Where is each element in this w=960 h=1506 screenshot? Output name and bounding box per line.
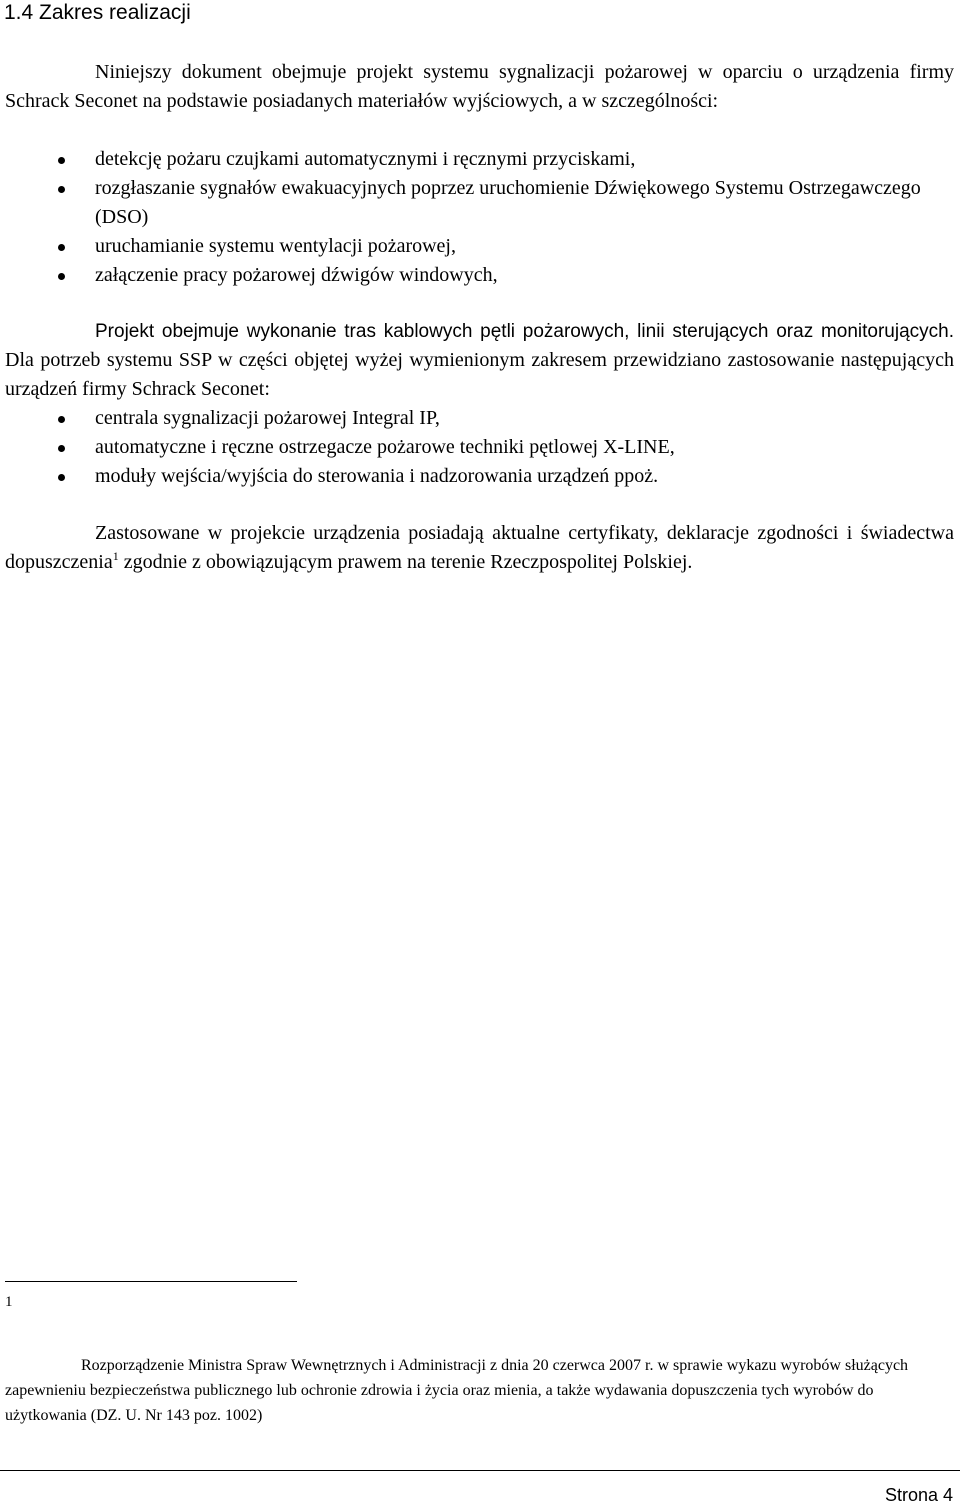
- bullet-icon: [58, 157, 65, 164]
- intro-text: Niniejszy dokument obejmuje projekt systemu sygnalizacji pożarowej w oparciu o urządzenia firmy Schrack Seconet na podstawie posiadanych materiałów wyjściowych, a w szczególności:: [5, 61, 954, 112]
- scope-list: [0, 145, 954, 290]
- list-item: [0, 261, 954, 290]
- footnote-reference[interactable]: 1: [112, 549, 119, 563]
- bullet-icon: [58, 273, 65, 280]
- list-item-text: rozgłaszanie sygnałów ewakuacyjnych poprzez uruchomienie Dźwiękowego Systemu Ostrzegawczego (DSO): [95, 177, 921, 228]
- bullet-icon: [58, 186, 65, 193]
- bullet-icon: [58, 416, 65, 423]
- list-item-text: moduły wejścia/wyjścia do sterowania i nadzorowania urządzeń ppoż.: [95, 465, 659, 487]
- project-text-serif: Dla potrzeb systemu SSP w części objętej wyżej wymienionym zakresem przewidziano zastosowanie następujących urządzeń firmy Schrack Seconet:: [5, 349, 954, 400]
- footnote-separator: [5, 1281, 297, 1282]
- list-item: [0, 462, 954, 491]
- section-heading: 1.4 Zakres realizacji: [4, 1, 191, 24]
- page-number: Strona 4: [884, 1485, 953, 1505]
- certification-text-before: Zastosowane w projekcie urządzenia posiadają aktualne certyfikaty, deklaracje zgodności i świadectwa dopuszczenia: [5, 522, 954, 573]
- bullet-icon: [58, 244, 65, 251]
- list-item: [0, 404, 954, 433]
- devices-list: [0, 404, 954, 491]
- footnote-number: 1: [5, 1294, 13, 1310]
- bullet-icon: [58, 445, 65, 452]
- list-item-text: detekcję pożaru czujkami automatycznymi i ręcznymi przyciskami,: [95, 148, 636, 170]
- certification-text-after: zgodnie z obowiązującym prawem na terenie Rzeczpospolitej Polskiej.: [123, 551, 693, 573]
- bullet-icon: [58, 474, 65, 481]
- list-item: [0, 145, 954, 174]
- list-item: [0, 433, 954, 462]
- footnote-text-block: [5, 1353, 955, 1428]
- list-item-text: uruchamianie systemu wentylacji pożarowej,: [95, 235, 456, 257]
- list-item: [0, 174, 954, 232]
- project-paragraph: [5, 317, 954, 404]
- project-text-sans: Projekt obejmuje wykonanie tras kablowych pętli pożarowych, linii sterujących oraz monitorujących.: [95, 321, 954, 342]
- footer-separator: [0, 1470, 960, 1471]
- certification-paragraph: [5, 519, 954, 577]
- intro-paragraph: [5, 58, 954, 116]
- footnote-text: Rozporządzenie Ministra Spraw Wewnętrznych i Administracji z dnia 20 czerwca 2007 r. w sprawie wykazu wyrobów służących zapewnieniu bezpieczeństwa publicznego lub ochronie zdrowia i życia oraz mienia, a także wydawania dopuszczenia tych wyrobów do użytkowania (DZ. U. Nr 143 poz. 1002): [5, 1357, 909, 1424]
- list-item-text: załączenie pracy pożarowej dźwigów windowych,: [95, 264, 498, 286]
- list-item: [0, 232, 954, 261]
- list-item-text: automatyczne i ręczne ostrzegacze pożarowe techniki pętlowej X-LINE,: [95, 436, 675, 458]
- list-item-text: centrala sygnalizacji pożarowej Integral IP,: [95, 407, 440, 429]
